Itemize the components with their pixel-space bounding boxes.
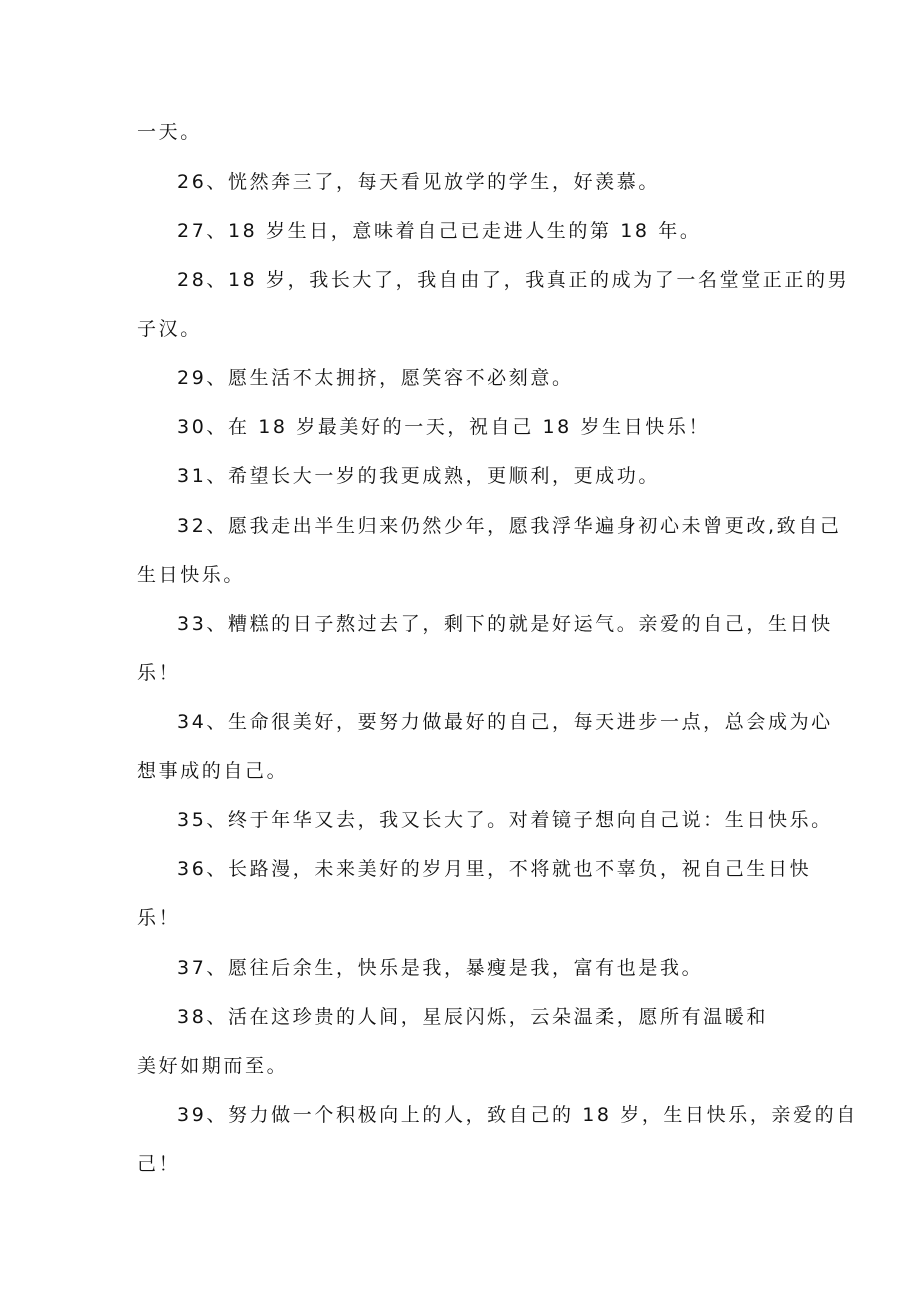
text-line-6: 29、愿生活不太拥挤，愿笑容不必刻意。 <box>177 367 574 389</box>
text-line-3: 27、18 岁生日，意味着自己已走进人生的第 18 年。 <box>177 220 702 242</box>
text-line-12: 乐！ <box>137 662 181 684</box>
text-line-1: 一天。 <box>137 121 202 143</box>
text-line-14: 想事成的自己。 <box>137 760 289 782</box>
text-line-2: 26、恍然奔三了，每天看见放学的学生，好羡慕。 <box>177 171 660 193</box>
text-line-15: 35、终于年华又去，我又长大了。对着镜子想向自己说：生日快乐。 <box>177 809 833 831</box>
text-line-8: 31、希望长大一岁的我更成熟，更顺利，更成功。 <box>177 465 660 487</box>
text-line-19: 38、活在这珍贵的人间，星辰闪烁，云朵温柔，愿所有温暖和 <box>177 1006 768 1028</box>
text-line-16: 36、长路漫，未来美好的岁月里，不将就也不辜负，祝自己生日快 <box>177 858 812 880</box>
text-line-4: 28、18 岁，我长大了，我自由了，我真正的成为了一名堂堂正正的男 <box>177 269 850 291</box>
text-line-18: 37、愿往后余生，快乐是我，暴瘦是我，富有也是我。 <box>177 957 704 979</box>
text-line-9: 32、愿我走出半生归来仍然少年，愿我浮华遍身初心未曾更改,致自己 <box>177 515 842 537</box>
text-line-13: 34、生命很美好，要努力做最好的自己，每天进步一点，总会成为心 <box>177 711 833 733</box>
text-line-21: 39、努力做一个积极向上的人，致自己的 18 岁，生日快乐，亲爱的自 <box>177 1104 858 1126</box>
text-line-5: 子汉。 <box>137 318 202 340</box>
text-line-17: 乐！ <box>137 907 181 929</box>
text-line-10: 生日快乐。 <box>137 564 246 586</box>
text-line-20: 美好如期而至。 <box>137 1055 289 1077</box>
text-line-22: 己！ <box>137 1153 181 1175</box>
text-line-7: 30、在 18 岁最美好的一天，祝自己 18 岁生日快乐！ <box>177 416 711 438</box>
text-line-11: 33、糟糕的日子熬过去了，剩下的就是好运气。亲爱的自己，生日快 <box>177 613 833 635</box>
